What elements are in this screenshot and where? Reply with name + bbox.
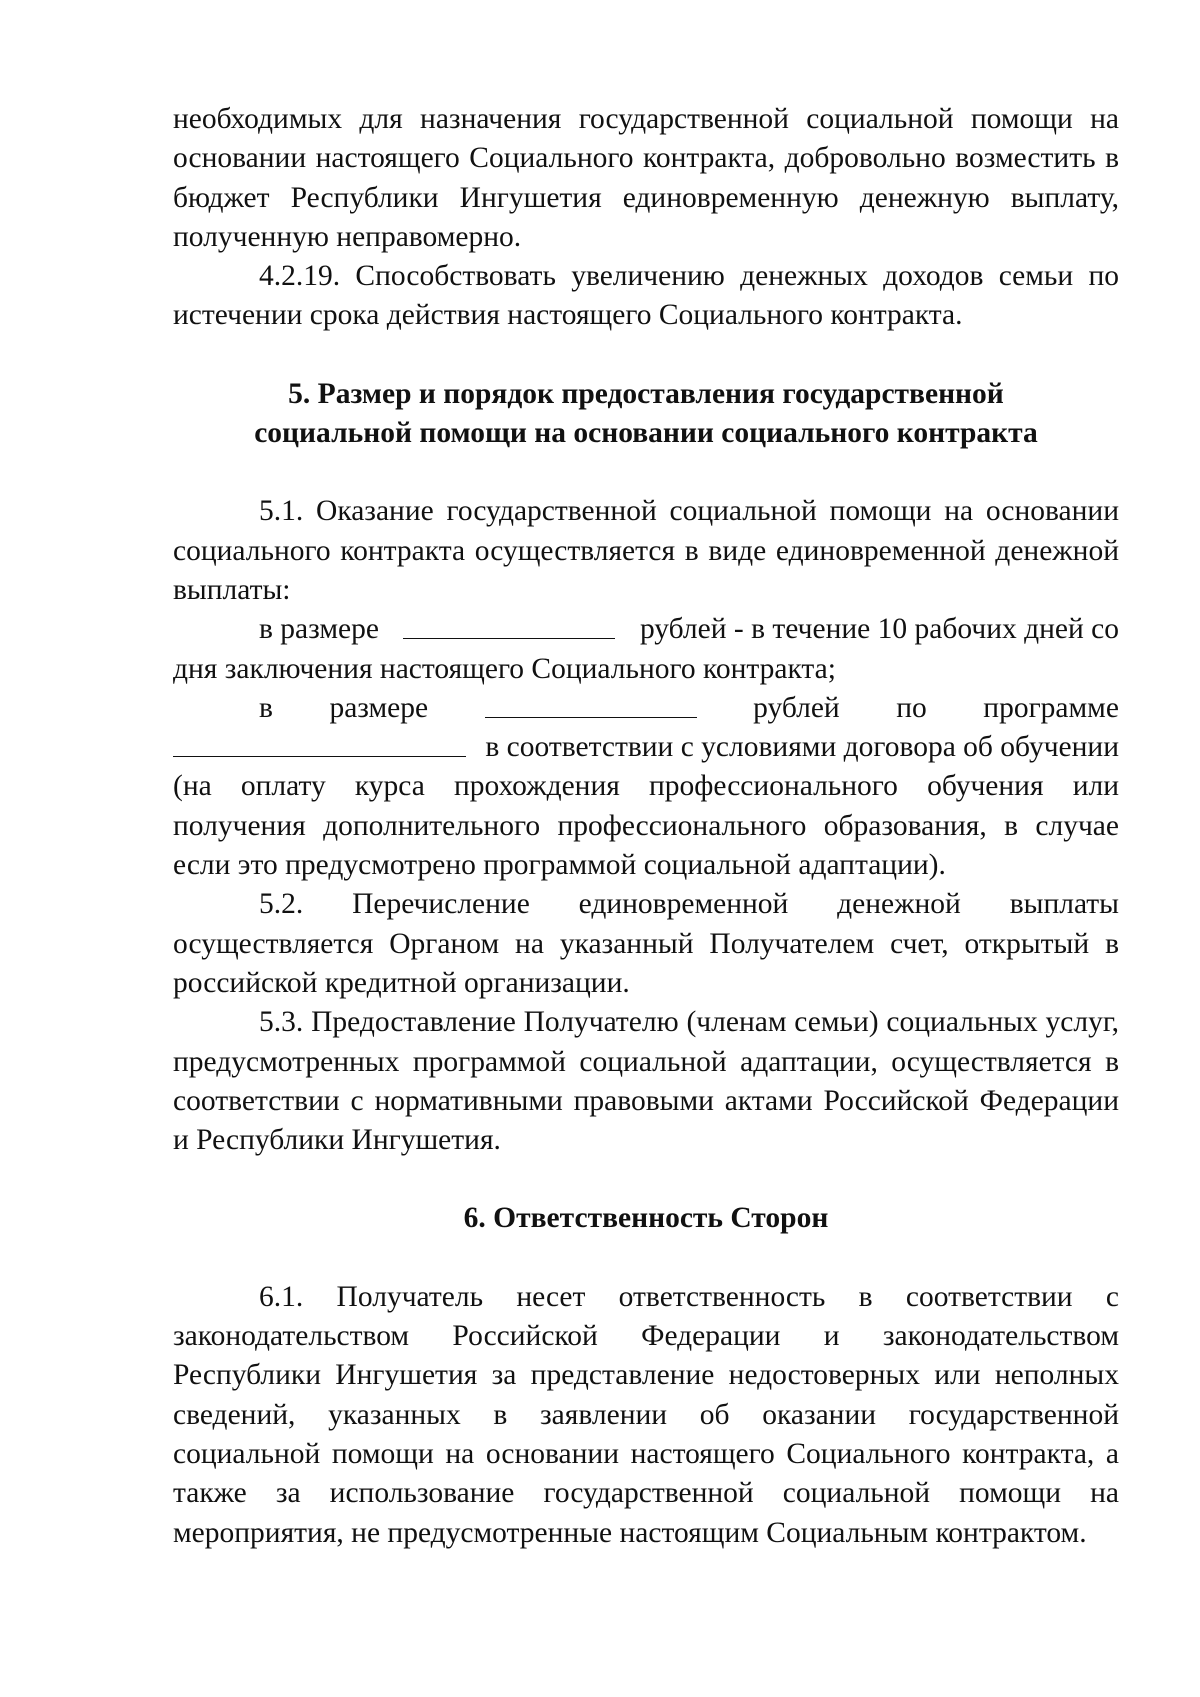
paragraph-5-2: 5.2. Перечисление единовременной денежной выплаты осуществляется Органом на указанный Получателем счет, открытый в российской кредитной организации. xyxy=(173,888,1119,999)
amount-1-suffix: рублей - в течение 10 рабочих дней со xyxy=(639,613,1119,646)
amount-1-prefix: в размере xyxy=(259,613,379,646)
amount-2-word-1: в xyxy=(259,691,273,724)
paragraph-6-1: 6.1. Получатель несет ответственность в соответствии с законодательством Российской Федерации и законодательством Республики Ингушетия за представление недостоверных или неполных сведений, указанных в заявлении об оказании государственной социальной помощи на основании настоящего Социального контракта, а также за использование государственной социальной помощи на мероприятия, не предусмотренные настоящим Социальным контрактом. xyxy=(173,1280,1119,1549)
amount-2-word-4: по xyxy=(896,691,927,724)
amount-line-2-continuation xyxy=(173,728,1119,767)
section-5-title-line1: 5. Размер и порядок предоставления государственной xyxy=(288,377,1004,410)
program-blank-field xyxy=(173,728,466,757)
paragraph-4-2-19: 4.2.19. Способствовать увеличению денежных доходов семьи по истечении срока действия настоящего Социального контракта. xyxy=(173,260,1119,332)
amount-2-word-2: размере xyxy=(329,691,429,724)
amount-line-2 xyxy=(173,689,1119,728)
section-5-heading xyxy=(173,375,1119,454)
document-page xyxy=(173,100,1119,1553)
amount-line-1 xyxy=(173,610,1119,649)
amount-2-continuation-1: в соответствии с условиями договора об обучении xyxy=(485,731,1119,764)
amount-2-word-5: программе xyxy=(983,691,1119,724)
paragraph-5-3: 5.3. Предоставление Получателю (членам семьи) социальных услуг, предусмотренных программой социальной адаптации, осуществляется в соответствии с нормативными правовыми актами Российской Федерации и Республики Ингушетия. xyxy=(173,1006,1119,1157)
paragraph-5-1: 5.1. Оказание государственной социальной помощи на основании социального контракта осуществляется в виде единовременной денежной выплаты: xyxy=(173,495,1119,606)
paragraph-4-2-18-continuation: необходимых для назначения государственной социальной помощи на основании настоящего Социального контракта, добровольно возместить в бюджет Республики Ингушетия единовременную денежную выплату, полученную неправомерно. xyxy=(173,103,1119,253)
amount-1-continuation: дня заключения настоящего Социального контракта; xyxy=(173,652,836,685)
section-6-heading: 6. Ответственность Сторон xyxy=(463,1202,829,1235)
section-5-title-line2: социальной помощи на основании социального контракта xyxy=(254,417,1038,450)
amount-2-blank-field xyxy=(485,689,697,718)
amount-2-continuation-2: (на оплату курса прохождения профессионального обучения или получения дополнительного профессионального образования, в случае если это предусмотрено программой социальной адаптации). xyxy=(173,770,1119,882)
amount-1-blank-field xyxy=(403,610,615,639)
amount-2-word-3: рублей xyxy=(753,691,840,724)
